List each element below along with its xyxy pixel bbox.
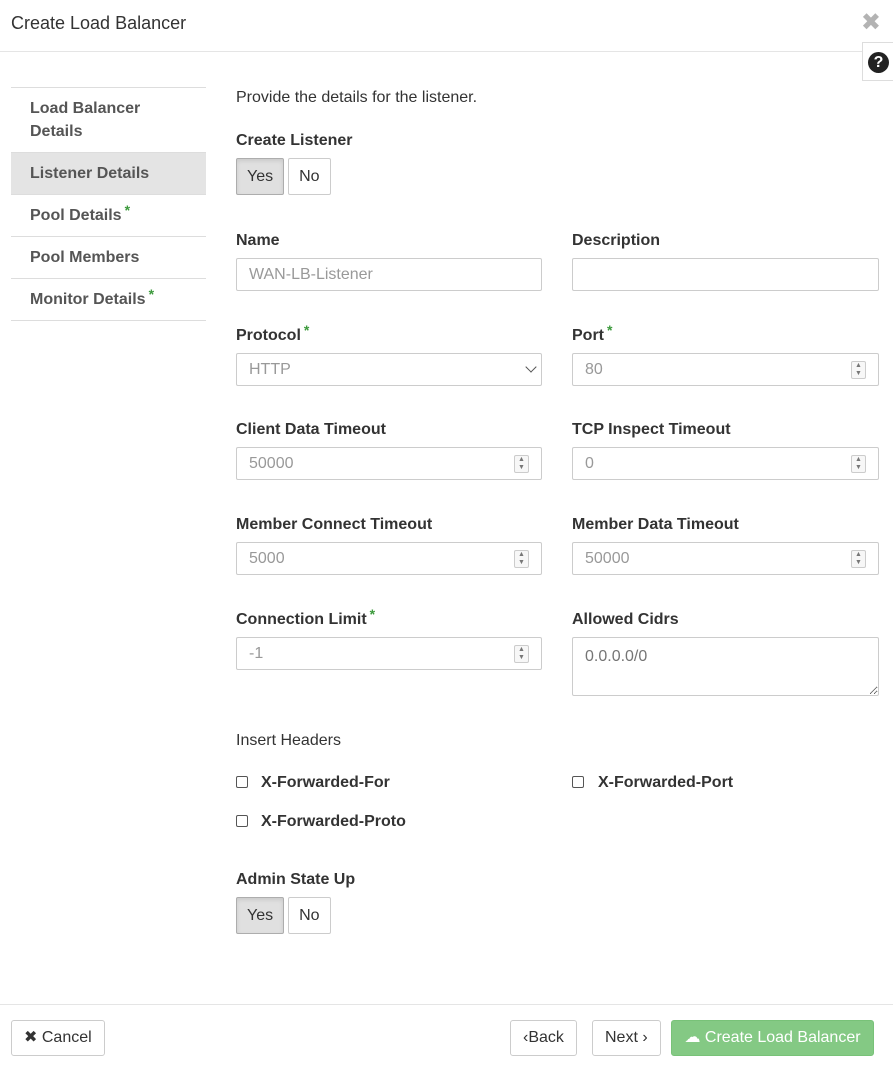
next-label: Next [605,1029,638,1046]
x-forwarded-proto-label[interactable]: X-Forwarded-Proto [261,813,406,830]
member-data-timeout-value: 50000 [585,550,630,567]
help-button[interactable] [862,42,893,81]
required-marker: * [303,322,310,338]
help-icon: ? [868,52,889,73]
client-data-timeout-input[interactable] [236,447,542,480]
header-divider [0,51,893,52]
port-input[interactable] [572,353,879,386]
allowed-cidrs-textarea[interactable] [572,637,879,696]
tcp-inspect-timeout-label: TCP Inspect Timeout [572,421,731,438]
create-label: Create Load Balancer [704,1029,861,1046]
required-marker: * [369,606,376,622]
back-button[interactable] [510,1020,577,1056]
stepper-icon[interactable]: ▲ ▼ [851,455,866,473]
nav-item-pool-details[interactable] [11,195,206,237]
cancel-button[interactable] [11,1020,105,1056]
create-load-balancer-button[interactable] [671,1020,874,1056]
create-listener-label: Create Listener [236,132,353,149]
nav-item-label: Monitor Details [30,291,146,308]
x-forwarded-proto-checkbox[interactable] [236,815,248,827]
port-value: 80 [585,361,603,378]
member-connect-timeout-input[interactable] [236,542,542,575]
nav-item-label: Pool Details [30,207,122,224]
x-forwarded-for-label[interactable]: X-Forwarded-For [261,774,390,791]
member-connect-timeout-label: Member Connect Timeout [236,516,433,533]
workflow-nav [11,87,206,321]
description-input[interactable] [572,258,879,291]
chevron-right-icon: › [642,1029,648,1046]
insert-headers-label: Insert Headers [236,732,341,749]
name-label: Name [236,232,280,249]
x-forwarded-for-checkbox[interactable] [236,776,248,788]
footer-divider [0,1004,893,1005]
stepper-icon[interactable]: ▲ ▼ [851,550,866,568]
x-forwarded-port-checkbox[interactable] [572,776,584,788]
nav-item-load-balancer-details[interactable] [11,88,206,153]
stepper-icon[interactable]: ▲ ▼ [514,645,529,663]
name-input[interactable] [236,258,542,291]
x-forwarded-port-label[interactable]: X-Forwarded-Port [598,774,734,791]
form-intro: Provide the details for the listener. [236,89,478,106]
stepper-icon[interactable]: ▲ ▼ [514,455,529,473]
admin-state-up-label: Admin State Up [236,871,356,888]
nav-item-pool-members[interactable] [11,237,206,279]
member-data-timeout-input[interactable] [572,542,879,575]
port-label: Port * [572,322,613,344]
member-connect-timeout-value: 5000 [249,550,285,567]
connection-limit-label: Connection Limit * [236,606,376,628]
nav-item-label: Pool Members [30,249,140,266]
nav-item-monitor-details[interactable] [11,279,206,321]
back-label: Back [528,1029,564,1046]
connection-limit-value: -1 [249,645,264,662]
next-button[interactable] [592,1020,661,1056]
tcp-inspect-timeout-value: 0 [585,455,594,472]
protocol-select[interactable] [236,353,542,386]
create-listener-no-button[interactable]: No [288,158,330,195]
stepper-icon[interactable]: ▲ ▼ [514,550,529,568]
client-data-timeout-label: Client Data Timeout [236,421,386,438]
required-marker: * [607,322,613,338]
admin-state-yes-button[interactable]: Yes [236,897,284,934]
chevron-left-icon: ‹ [523,1029,529,1046]
cancel-icon: ✖ [24,1029,38,1046]
client-data-timeout-value: 50000 [249,455,294,472]
connection-limit-input[interactable] [236,637,542,670]
admin-state-no-button[interactable]: No [288,897,330,934]
chevron-down-icon [525,361,536,372]
close-icon[interactable]: ✖ [860,9,881,36]
nav-item-label: Listener Details [30,165,150,182]
member-data-timeout-label: Member Data Timeout [572,516,739,533]
allowed-cidrs-label: Allowed Cidrs [572,611,679,628]
cancel-label: Cancel [41,1029,92,1046]
stepper-icon[interactable]: ▲ ▼ [851,361,866,379]
description-label: Description [572,232,661,249]
protocol-label: Protocol * [236,322,310,344]
cloud-upload-icon: ☁ [684,1029,701,1046]
dialog-title: Create Load Balancer [11,13,187,33]
create-listener-toggle [236,158,331,195]
nav-item-listener-details[interactable] [11,153,206,195]
protocol-value: HTTP [249,361,291,378]
admin-state-toggle [236,897,331,934]
tcp-inspect-timeout-input[interactable] [572,447,879,480]
required-marker: * [148,286,155,302]
required-marker: * [124,202,131,218]
create-listener-yes-button[interactable]: Yes [236,158,284,195]
nav-item-label: Load Balancer Details [30,100,141,140]
